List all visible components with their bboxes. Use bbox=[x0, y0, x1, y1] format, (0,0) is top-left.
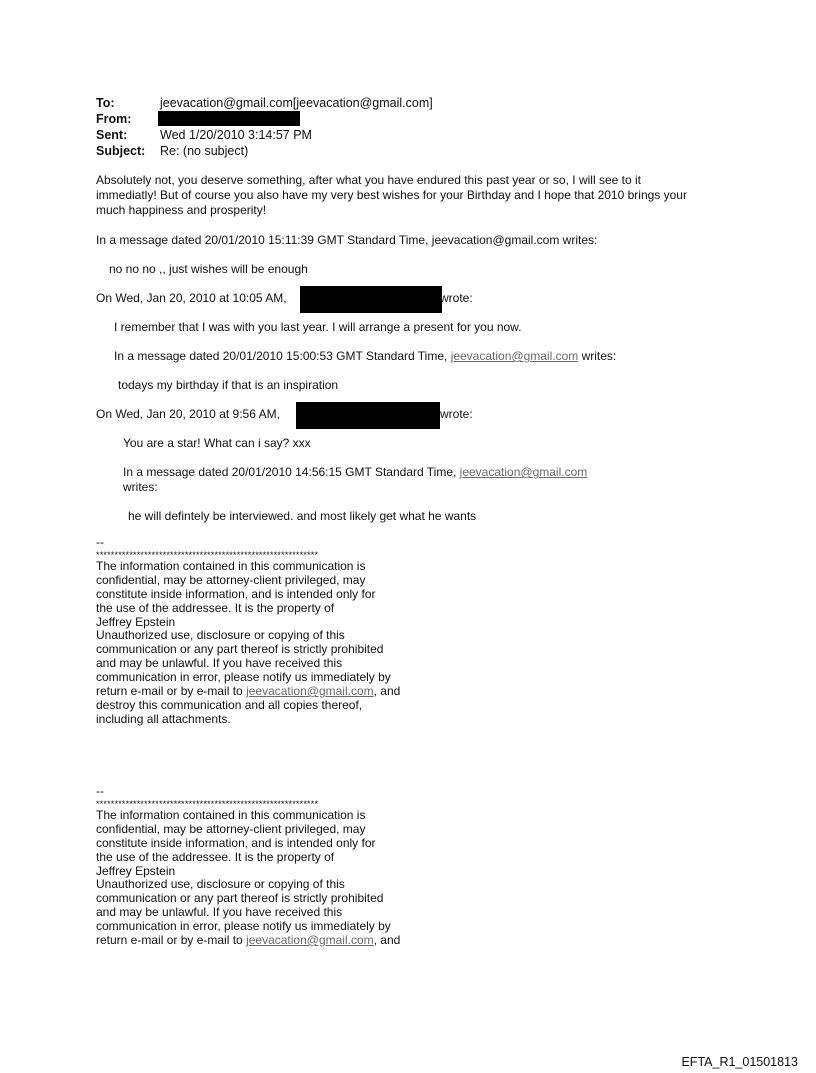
disclaimer-line bbox=[96, 685, 436, 699]
quote-header-suffix: writes: bbox=[123, 480, 158, 494]
email-link[interactable]: jeevacation@gmail.com bbox=[450, 349, 579, 363]
disclaimer-line: the use of the addressee. It is the property of bbox=[96, 600, 335, 615]
quote-text: I remember that I was with you last year. I will arrange a present for you now. bbox=[114, 320, 522, 334]
quote-text: todays my birthday if that is an inspiration bbox=[118, 378, 339, 392]
quote-text: he will defintely be interviewed. and most likely get what he wants bbox=[128, 509, 477, 523]
disclaimer-line: confidential, may be attorney-client privileged, may bbox=[96, 572, 366, 587]
quote-header bbox=[114, 349, 616, 363]
to-label: To: bbox=[96, 96, 115, 110]
redaction-box bbox=[296, 402, 440, 429]
disclaimer-line: and may be unlawful. If you have received this bbox=[96, 656, 343, 671]
reply-line: Absolutely not, you deserve something, after what you have endured this past year or so, I will see to it bbox=[96, 173, 641, 187]
quote-header bbox=[123, 465, 587, 479]
on-wed-prefix: On Wed, Jan 20, 2010 at 10:05 AM, bbox=[96, 291, 287, 305]
disclaimer-line: The information contained in this communication is bbox=[96, 558, 366, 573]
on-wed-suffix: wrote: bbox=[440, 407, 473, 421]
disclaimer-line: including all attachments. bbox=[96, 711, 231, 726]
disclaimer-line: constitute inside information, and is intended only for bbox=[96, 586, 376, 601]
on-wed-prefix: On Wed, Jan 20, 2010 at 9:56 AM, bbox=[96, 407, 280, 421]
sent-label: Sent: bbox=[96, 128, 128, 142]
disclaimer-line: communication or any part thereof is strictly prohibited bbox=[96, 642, 384, 657]
email-link[interactable]: jeevacation@gmail.com bbox=[246, 933, 374, 948]
disclaimer-line: destroy this communication and all copies thereof, bbox=[96, 697, 363, 712]
reply-line: much happiness and prosperity! bbox=[96, 203, 267, 217]
disclaimer-line-suffix: , and bbox=[373, 933, 401, 948]
separator-stars: ************************************************************ bbox=[96, 549, 319, 560]
disclaimer-line-prefix: return e-mail or by e-mail to bbox=[96, 684, 243, 699]
reply-line: immediatly! But of course you also have my very best wishes for your Birthday and I hope that 2010 brings your bbox=[96, 188, 687, 202]
sent-value: Wed 1/20/2010 3:14:57 PM bbox=[160, 128, 312, 142]
disclaimer-line: Jeffrey Epstein bbox=[96, 614, 176, 629]
disclaimer-line: constitute inside information, and is intended only for bbox=[96, 835, 376, 850]
disclaimer-line-prefix: return e-mail or by e-mail to bbox=[96, 933, 243, 948]
on-wed-suffix: wrote: bbox=[440, 291, 473, 305]
signature-dashes: -- bbox=[96, 535, 104, 549]
to-value: jeevacation@gmail.com[jeevacation@gmail.com] bbox=[160, 96, 433, 110]
disclaimer-line: and may be unlawful. If you have received this bbox=[96, 905, 343, 920]
signature-dashes: -- bbox=[96, 784, 104, 798]
disclaimer-line: Jeffrey Epstein bbox=[96, 863, 176, 878]
quote-header-prefix: In a message dated 20/01/2010 14:56:15 GMT Standard Time, bbox=[123, 465, 457, 479]
disclaimer-line: Unauthorized use, disclosure or copying of this bbox=[96, 877, 345, 892]
subject-value: Re: (no subject) bbox=[160, 144, 249, 158]
quote-header: In a message dated 20/01/2010 15:11:39 GMT Standard Time, jeevacation@gmail.com writes: bbox=[96, 233, 598, 247]
quote-text: You are a star! What can i say? xxx bbox=[123, 436, 311, 450]
disclaimer-line bbox=[96, 934, 436, 948]
email-link[interactable]: jeevacation@gmail.com bbox=[459, 465, 588, 479]
disclaimer-line: confidential, may be attorney-client privileged, may bbox=[96, 821, 366, 836]
disclaimer-line: Unauthorized use, disclosure or copying of this bbox=[96, 628, 345, 643]
subject-label: Subject: bbox=[96, 144, 146, 158]
disclaimer bbox=[96, 785, 436, 948]
disclaimer-line: communication in error, please notify us immediately by bbox=[96, 919, 391, 934]
disclaimer-line: the use of the addressee. It is the property of bbox=[96, 849, 335, 864]
redaction-box bbox=[300, 286, 442, 313]
from-label: From: bbox=[96, 112, 132, 126]
quote-header-prefix: In a message dated 20/01/2010 15:00:53 GMT Standard Time, bbox=[114, 349, 448, 363]
separator-stars: ************************************************************ bbox=[96, 798, 319, 809]
disclaimer bbox=[96, 536, 436, 727]
document-id: EFTA_R1_01501813 bbox=[681, 1055, 798, 1069]
email-link[interactable]: jeevacation@gmail.com bbox=[246, 684, 374, 699]
redaction-box bbox=[158, 111, 300, 126]
quote-header-suffix: writes: bbox=[581, 349, 617, 363]
disclaimer-line: communication in error, please notify us immediately by bbox=[96, 670, 391, 685]
quote-text: no no no ,, just wishes will be enough bbox=[109, 262, 308, 276]
disclaimer-line-suffix: , and bbox=[373, 684, 401, 699]
disclaimer-line: The information contained in this communication is bbox=[96, 807, 366, 822]
disclaimer-line: communication or any part thereof is strictly prohibited bbox=[96, 891, 384, 906]
